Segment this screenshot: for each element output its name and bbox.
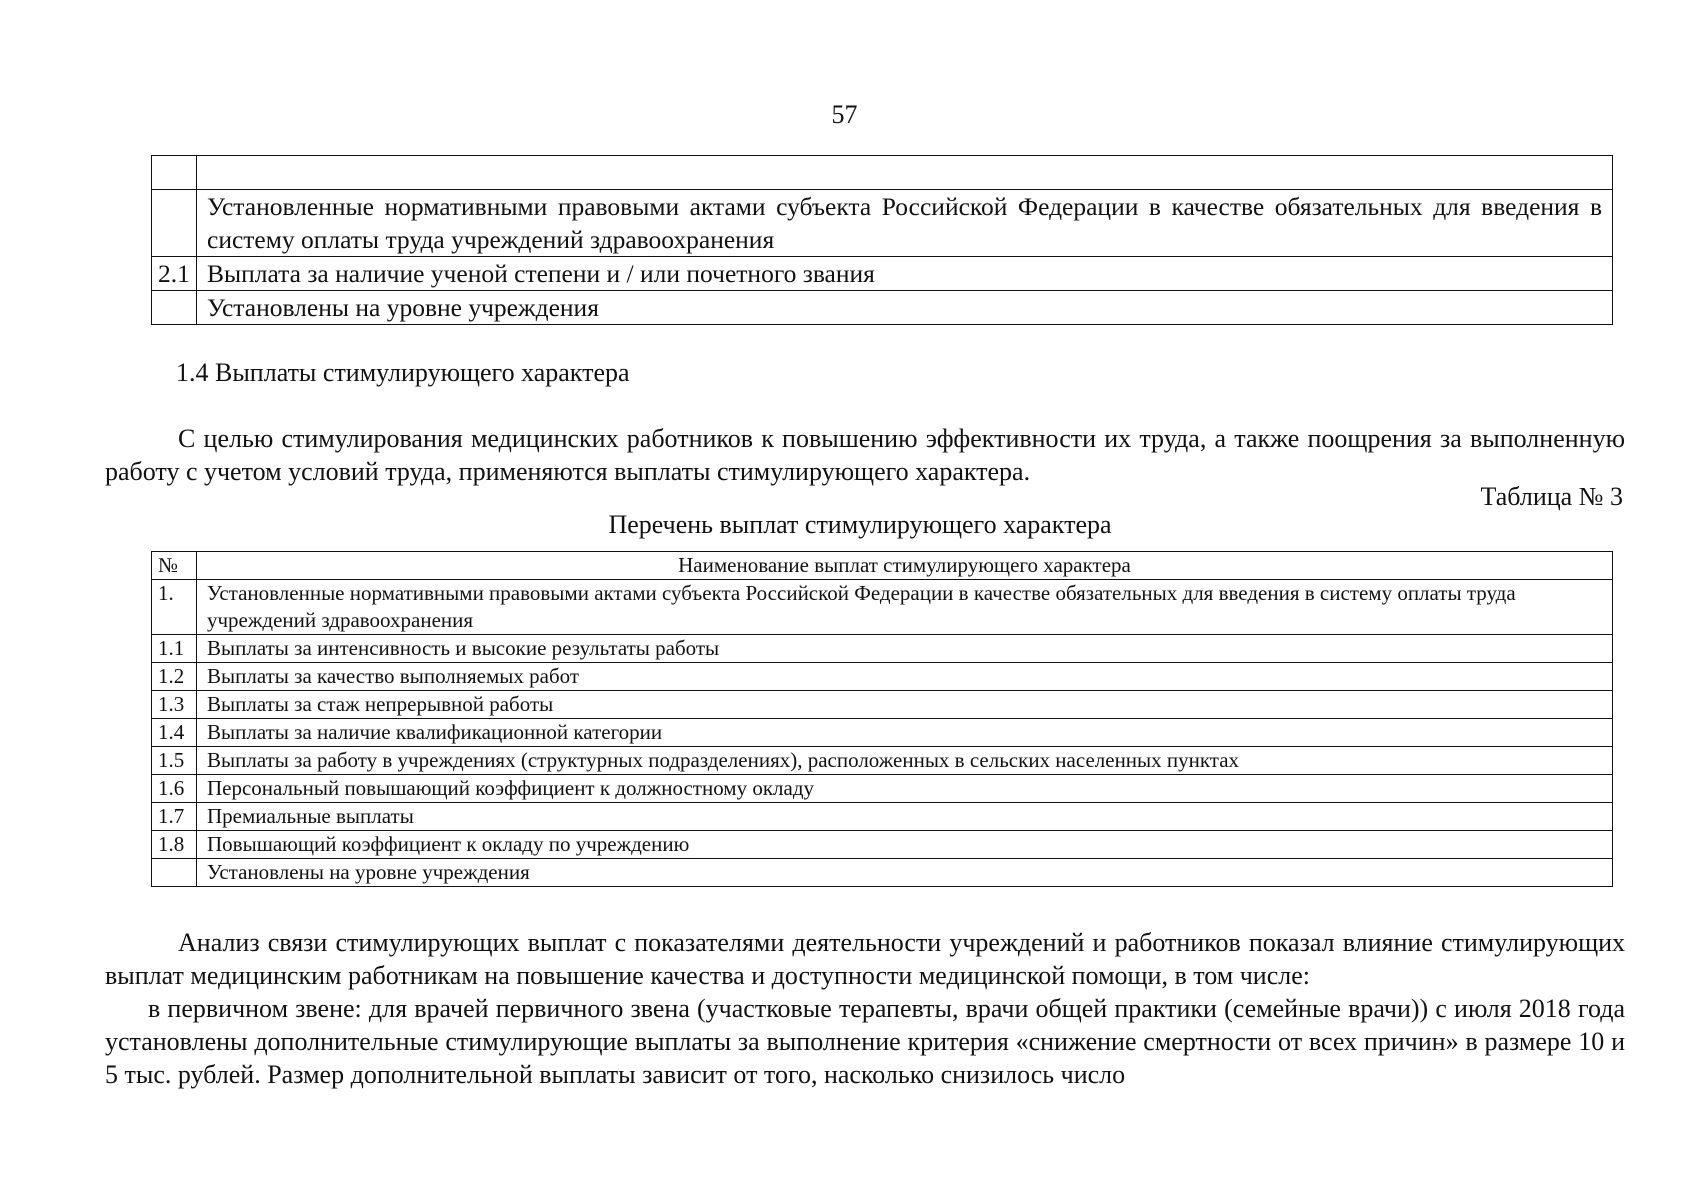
row-text: Установлены на уровне учреждения [197, 291, 1613, 325]
header-name: Наименование выплат стимулирующего характера [197, 552, 1613, 580]
analysis-paragraph-1-text: Анализ связи стимулирующих выплат с показателями деятельности учреждений и работников показал влияние стимулирующих выплат медицинским работникам на повышение качества и доступности медицинской помощи, в том числе: [105, 928, 1625, 990]
row-number: 1.4 [152, 719, 197, 747]
header-number: № [152, 552, 197, 580]
row-number [152, 859, 197, 887]
table-row [152, 156, 1613, 190]
row-number: 1.8 [152, 831, 197, 859]
table-row [152, 831, 1613, 859]
table-row [152, 635, 1613, 663]
row-number: 1.5 [152, 747, 197, 775]
intro-paragraph [105, 422, 1625, 488]
row-text: Персональный повышающий коэффициент к должностному окладу [197, 775, 1613, 803]
incentive-payments-table [151, 551, 1613, 887]
table-label: Таблица № 3 [1480, 482, 1623, 511]
row-number: 1.2 [152, 663, 197, 691]
intro-paragraph-text: С целью стимулирования медицинских работников к повышению эффективности их труда, а также поощрения за выполненную работу с учетом условий труда, применяются выплаты стимулирующего характера. [105, 424, 1625, 486]
table-row [152, 775, 1613, 803]
row-text: Выплаты за стаж непрерывной работы [197, 691, 1613, 719]
row-number [152, 156, 197, 190]
table-row [152, 859, 1613, 887]
page-number: 57 [831, 100, 858, 129]
row-text: Премиальные выплаты [197, 803, 1613, 831]
table-row [152, 747, 1613, 775]
table-row [152, 291, 1613, 325]
row-number: 1.3 [152, 691, 197, 719]
analysis-paragraph-2 [105, 992, 1625, 1091]
row-text: Выплата за наличие ученой степени и / или почетного звания [197, 257, 1613, 291]
row-number: 1. [152, 580, 197, 635]
row-number [152, 291, 197, 325]
row-number: 1.7 [152, 803, 197, 831]
table-row [152, 663, 1613, 691]
row-number [152, 190, 197, 257]
row-number: 2.1 [152, 257, 197, 291]
row-text: Установленные нормативными правовыми актами субъекта Российской Федерации в качестве обязательных для введения в систему оплаты труда учреждений здравоохранения [197, 190, 1613, 257]
section-heading: 1.4 Выплаты стимулирующего характера [176, 358, 630, 387]
table-header-row [152, 552, 1613, 580]
row-text: Выплаты за наличие квалификационной категории [197, 719, 1613, 747]
row-text: Повышающий коэффициент к окладу по учреждению [197, 831, 1613, 859]
row-text: Установлены на уровне учреждения [197, 859, 1613, 887]
table-row [152, 719, 1613, 747]
row-number: 1.1 [152, 635, 197, 663]
table-row [152, 190, 1613, 257]
table-row [152, 803, 1613, 831]
row-text [197, 156, 1613, 190]
table-row [152, 691, 1613, 719]
table-row [152, 257, 1613, 291]
continuation-table [151, 155, 1613, 325]
row-number: 1.6 [152, 775, 197, 803]
analysis-paragraph-2-text: в первичном звене: для врачей первичного звена (участковые терапевты, врачи общей практики (семейные врачи)) с июля 2018 года установлены дополнительные стимулирующие выплаты за выполнение критерия «снижение смертности от всех причин» в размере 10 и 5 тыс. рублей. Размер дополнительной выплаты зависит от того, насколько снизилось число [105, 994, 1625, 1089]
row-text: Выплаты за интенсивность и высокие результаты работы [197, 635, 1613, 663]
row-text: Выплаты за работу в учреждениях (структурных подразделениях), расположенных в сельских населенных пунктах [197, 747, 1613, 775]
row-text: Выплаты за качество выполняемых работ [197, 663, 1613, 691]
row-text: Установленные нормативными правовыми актами субъекта Российской Федерации в качестве обязательных для введения в систему оплаты труда учреждений здравоохранения [197, 580, 1613, 635]
analysis-paragraph-1 [105, 926, 1625, 992]
table-row [152, 580, 1613, 635]
table-title: Перечень выплат стимулирующего характера [608, 510, 1112, 539]
